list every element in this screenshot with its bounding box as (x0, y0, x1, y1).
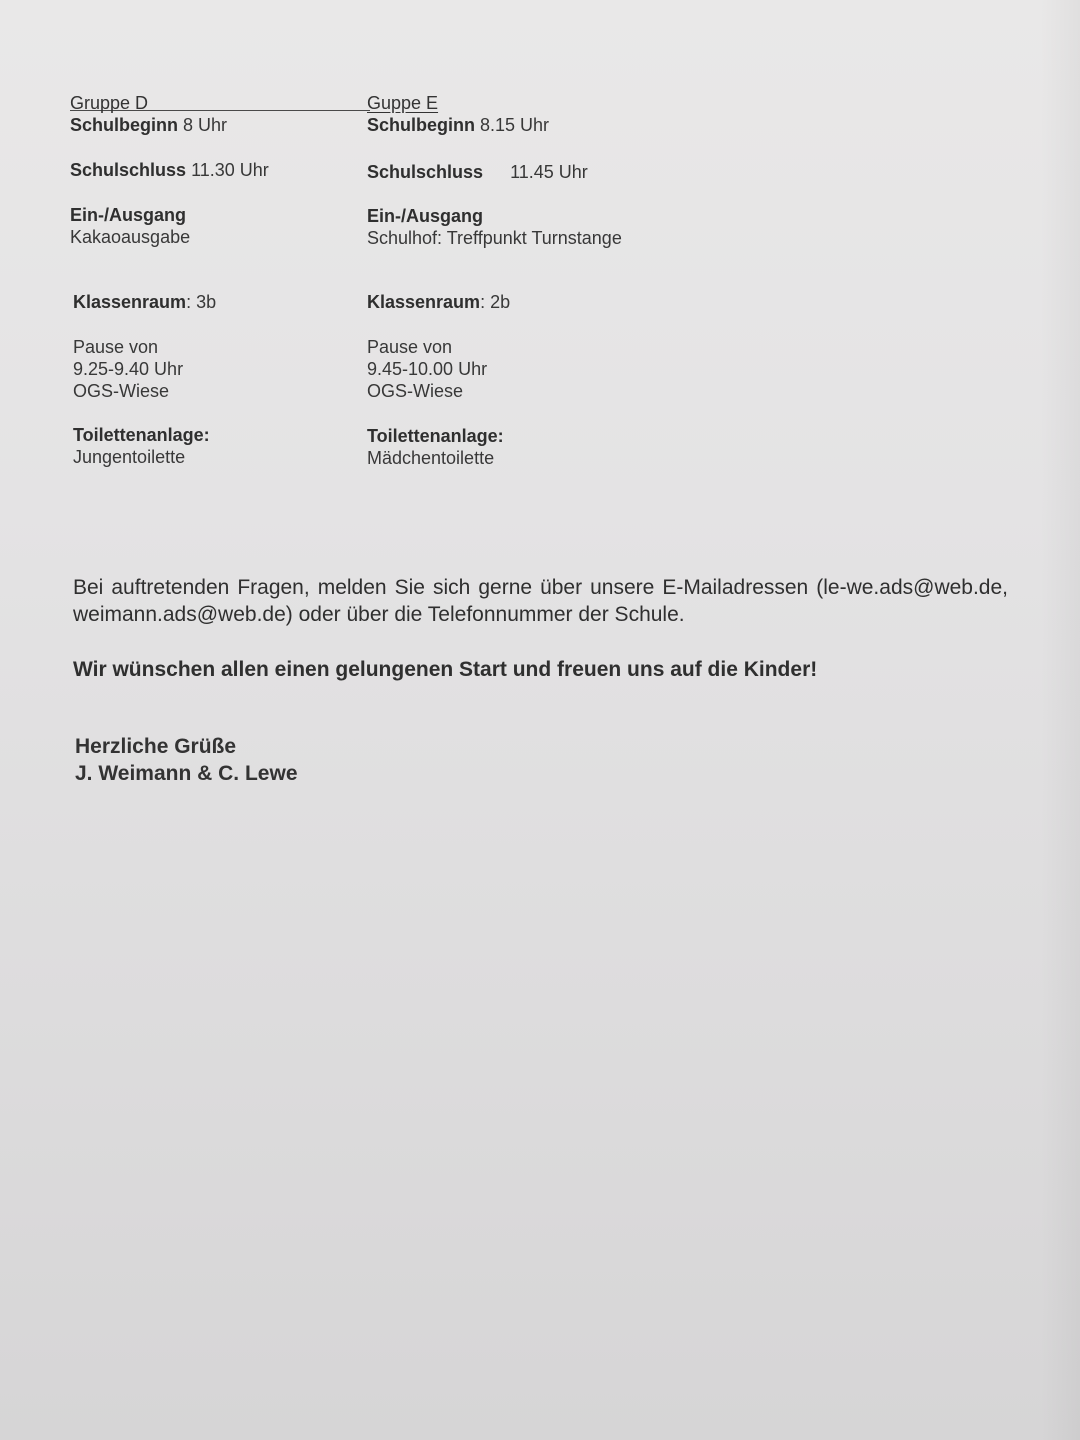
group-d-break-time: 9.25-9.40 Uhr (73, 359, 184, 379)
group-d-room-label: Klassenraum (73, 292, 187, 312)
group-e-entrance-label: Ein-/Ausgang (367, 206, 483, 226)
group-e-break-time: 9.45-10.00 Uhr (367, 359, 488, 379)
signature-names: J. Weimann & C. Lewe (75, 762, 298, 785)
contact-paragraph: Bei auftretenden Fragen, melden Sie sich gerne über unsere E-Mailadressen (le-we.ads@web.de, weimann.ads@web.de) oder über die Telefonnummer der Schule. (73, 576, 1008, 626)
group-e-entrance-value: Schulhof: Treffpunkt Turnstange (367, 228, 622, 248)
group-d-toilet (73, 424, 210, 468)
group-d-entrance-value: Kakaoausgabe (70, 227, 191, 247)
group-e-toilet (367, 425, 504, 469)
group-e-toilet-label: Toilettenanlage: (367, 426, 504, 446)
group-e-break-place: OGS-Wiese (367, 381, 464, 401)
group-e-room-value: : 2b (480, 292, 511, 312)
group-e-break (367, 336, 487, 402)
group-e-end (367, 161, 588, 183)
wish-sentence: Wir wünschen allen einen gelungenen Start und freuen uns auf die Kinder! (73, 658, 818, 681)
group-d-room-value: : 3b (186, 292, 217, 312)
group-e-break-label: Pause von (367, 337, 453, 357)
closing-greeting: Herzliche Grüße (75, 735, 237, 758)
page-edge-shadow (1040, 0, 1080, 1440)
group-d-heading: Gruppe D (70, 93, 149, 113)
group-d-end (70, 159, 269, 181)
group-d-toilet-label: Toilettenanlage: (73, 425, 210, 445)
group-e-room-label: Klassenraum (367, 292, 481, 312)
group-d-entrance-label: Ein-/Ausgang (70, 205, 186, 225)
group-e-toilet-value: Mädchentoilette (367, 448, 495, 468)
group-e-end-value: 11.45 Uhr (510, 162, 588, 182)
group-d-end-label: Schulschluss (70, 160, 187, 180)
group-e-end-label: Schulschluss (367, 162, 484, 182)
group-d-entrance (70, 204, 190, 248)
group-d-room (73, 291, 216, 313)
group-d-break-place: OGS-Wiese (73, 381, 170, 401)
group-d-header (70, 92, 227, 136)
group-d-toilet-value: Jungentoilette (73, 447, 186, 467)
group-d-start-value: 8 Uhr (183, 115, 228, 135)
group-d-start-label: Schulbeginn (70, 115, 178, 135)
group-e-room (367, 291, 510, 313)
group-d-break-label: Pause von (73, 337, 159, 357)
group-e-start-value: 8.15 Uhr (480, 115, 550, 135)
group-d-end-value: 11.30 Uhr (191, 160, 269, 180)
group-e-start-label: Schulbeginn (367, 115, 475, 135)
group-e-entrance (367, 205, 622, 249)
group-e-heading: Guppe E (367, 93, 439, 113)
group-e-header (367, 92, 549, 136)
group-d-break (73, 336, 183, 402)
